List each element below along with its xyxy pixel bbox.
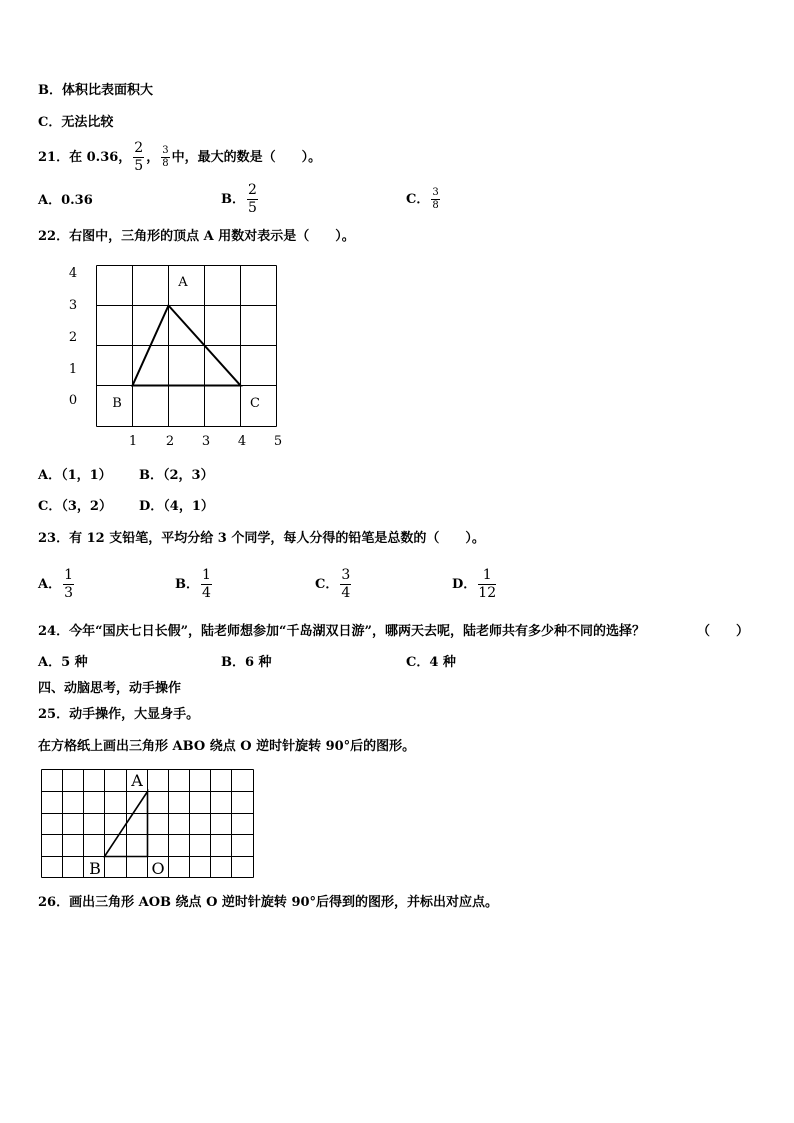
q22-option-a: A．（1，1） bbox=[38, 468, 112, 483]
fraction-numerator: 3 bbox=[432, 187, 439, 198]
q24-answer-paren: （ ） bbox=[697, 624, 750, 639]
fraction-numerator: 3 bbox=[162, 145, 169, 156]
q22-option-c: C．（3，2） bbox=[38, 499, 112, 514]
fraction-denominator: 5 bbox=[134, 158, 144, 174]
q22-x-ticks bbox=[129, 434, 282, 449]
vertex-label-a: A bbox=[131, 771, 143, 790]
fraction-denominator: 5 bbox=[248, 200, 257, 216]
fraction-numerator: 1 bbox=[478, 567, 496, 585]
x-tick-label: 3 bbox=[201, 434, 211, 449]
q21-stem-text-b: 中，最大的数是（ ）。 bbox=[171, 150, 322, 165]
y-tick-label: 2 bbox=[68, 330, 78, 345]
q20-option-c: C．无法比较 bbox=[38, 115, 114, 130]
option-label: A． bbox=[38, 577, 62, 592]
q22-stem: 22．右图中，三角形的顶点 A 用数对表示是（ ）。 bbox=[38, 229, 355, 244]
q24-option-c: C．4 种 bbox=[406, 655, 456, 670]
fraction-denominator: 4 bbox=[202, 585, 211, 601]
q22-option-d: D．（4，1） bbox=[139, 499, 214, 514]
option-label: B． bbox=[221, 192, 245, 207]
vertex-label-c: C bbox=[250, 396, 260, 411]
q23-option-a bbox=[38, 565, 76, 605]
q23-option-b-fraction bbox=[201, 567, 212, 602]
fraction-denominator: 4 bbox=[341, 585, 351, 601]
vertex-label-b: B bbox=[112, 396, 122, 411]
x-tick-label: 5 bbox=[273, 434, 283, 449]
option-label: C． bbox=[406, 192, 430, 207]
q20-option-b: B．体积比表面积大 bbox=[38, 83, 153, 98]
q24-stem: 24．今年“国庆七日长假”，陆老师想参加“千岛湖双日游”，哪两天去呢，陆老师共有多少种不同的选择？ bbox=[38, 624, 646, 639]
q25-stem: 25．动手操作，大显身手。 bbox=[38, 707, 200, 722]
q22-option-b: B．（2，3） bbox=[139, 468, 214, 483]
q23-option-b bbox=[175, 565, 214, 605]
fraction-denominator: 8 bbox=[162, 158, 169, 169]
option-label: D． bbox=[452, 577, 477, 592]
option-label: C． bbox=[315, 577, 339, 592]
x-tick-label: 1 bbox=[128, 434, 138, 449]
q25-instruction: 在方格纸上画出三角形 ABO 绕点 O 逆时针旋转 90°后的图形。 bbox=[38, 739, 416, 754]
y-tick-label: 4 bbox=[68, 266, 78, 281]
y-tick-label: 3 bbox=[68, 298, 78, 313]
q21-option-a: A．0.36 bbox=[38, 193, 93, 208]
fraction-numerator: 1 bbox=[202, 567, 211, 583]
q23-option-a-fraction bbox=[63, 567, 74, 602]
q26-stem: 26．画出三角形 AOB 绕点 O 逆时针旋转 90°后得到的图形，并标出对应点。 bbox=[38, 895, 499, 910]
fraction-numerator: 2 bbox=[134, 140, 144, 156]
q24-option-a: A．5 种 bbox=[38, 655, 88, 670]
q21-stem-text-a: 21．在 0.36， bbox=[38, 150, 132, 165]
vertex-label-a: A bbox=[178, 275, 188, 290]
q25-grid-paper bbox=[0, 760, 794, 885]
vertex-label-o: O bbox=[151, 859, 165, 878]
q24-option-b: B．6 种 bbox=[221, 655, 272, 670]
q21-separator: ， bbox=[146, 150, 160, 165]
fraction-numerator: 1 bbox=[64, 567, 74, 583]
option-label: B． bbox=[175, 577, 199, 592]
q23-option-d-fraction bbox=[478, 567, 496, 602]
x-tick-label: 2 bbox=[165, 434, 175, 449]
fraction-denominator: 8 bbox=[432, 200, 439, 211]
q23-option-d bbox=[452, 565, 498, 605]
fraction-numerator: 2 bbox=[248, 182, 257, 198]
y-tick-label: 1 bbox=[68, 362, 78, 377]
q23-option-c-fraction bbox=[340, 567, 351, 602]
q22-coordinate-grid bbox=[0, 0, 794, 460]
q23-option-c bbox=[315, 565, 353, 605]
x-tick-label: 4 bbox=[237, 434, 247, 449]
fraction-denominator: 12 bbox=[478, 585, 497, 601]
y-tick-label: 0 bbox=[68, 393, 78, 408]
q23-stem: 23．有 12 支铅笔，平均分给 3 个同学，每人分得的铅笔是总数的（ ）。 bbox=[38, 531, 485, 546]
q22-y-ticks bbox=[69, 266, 77, 408]
section-heading: 四、动脑思考，动手操作 bbox=[38, 681, 182, 696]
vertex-label-b: B bbox=[89, 859, 101, 878]
fraction-numerator: 3 bbox=[341, 567, 351, 583]
fraction-denominator: 3 bbox=[64, 585, 74, 601]
